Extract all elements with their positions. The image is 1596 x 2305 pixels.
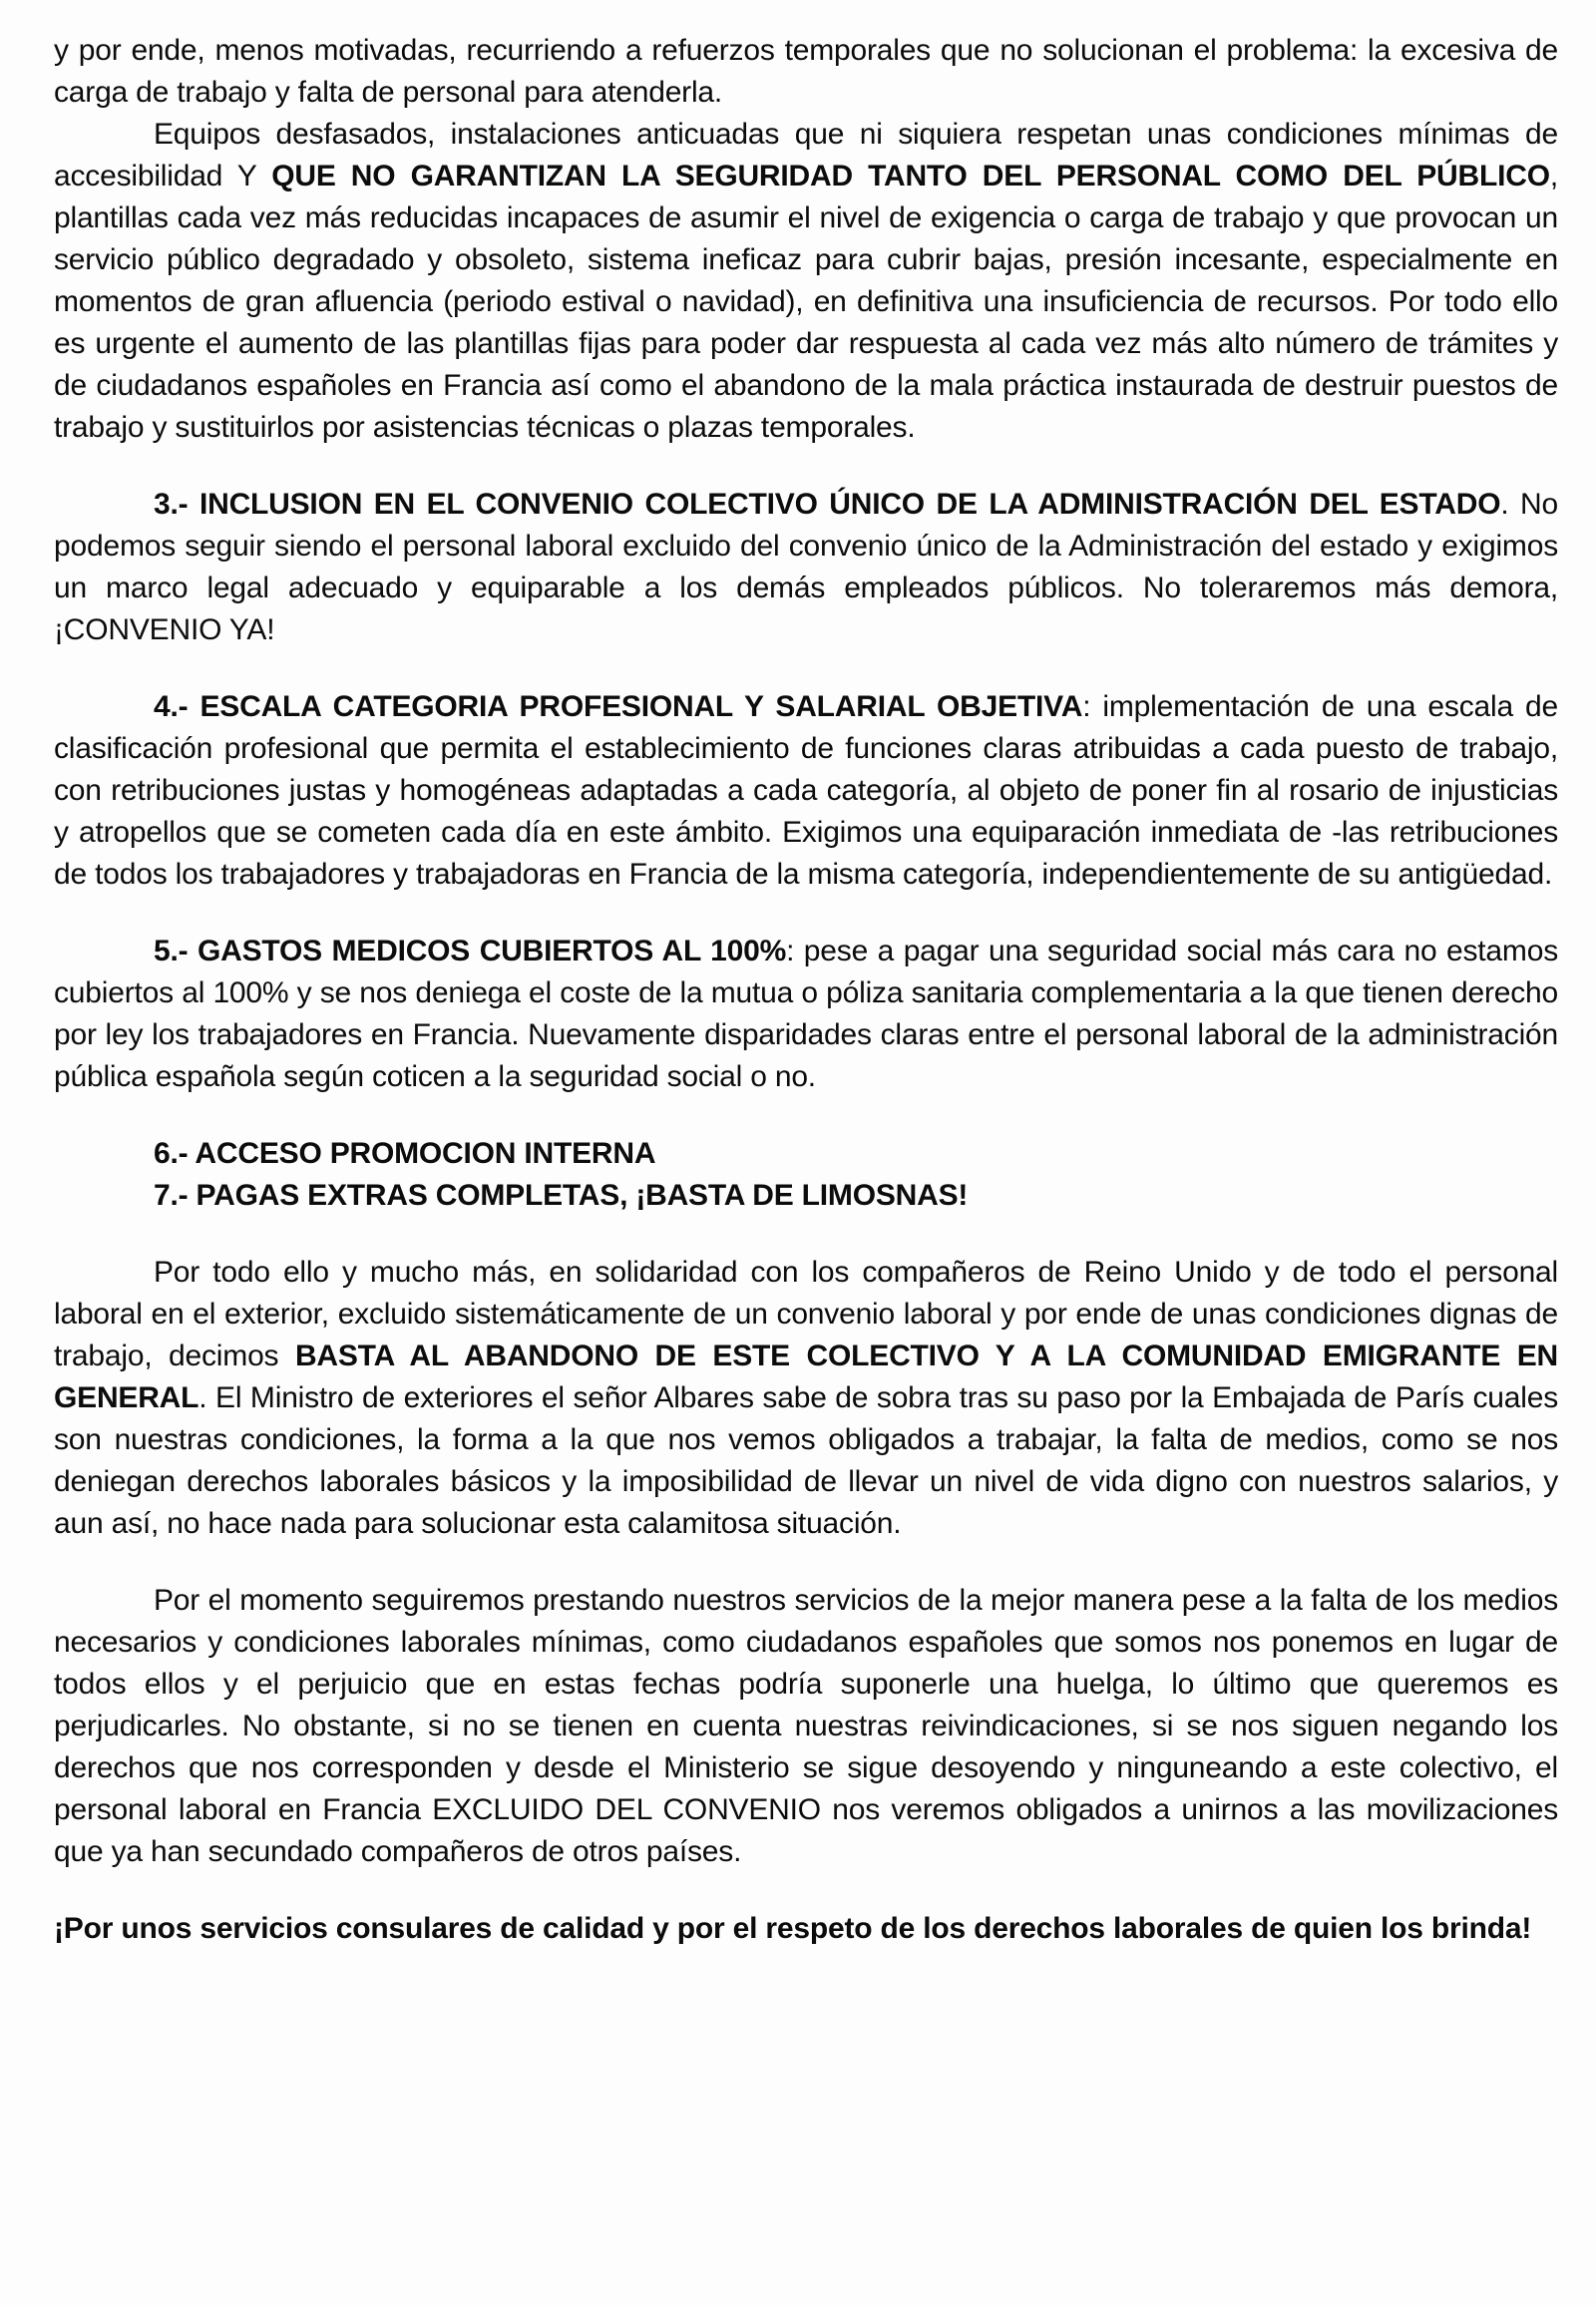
bold-run-closing-slogan: ¡Por unos servicios consulares de calidad y por el respeto de los derechos laborales de quien los brinda! xyxy=(54,1912,1532,1945)
text-run: Por todo ello y mucho más, en solidaridad con los compañeros de Reino Unido y de todo el personal laboral en el exterior, excluido sistemáticamente de un convenio laboral y por ende de unas condiciones dignas de trabajo, decimos xyxy=(54,1256,1558,1372)
bold-run-security-warning: QUE NO GARANTIZAN LA SEGURIDAD TANTO DEL PERSONAL COMO DEL PÚBLICO xyxy=(271,160,1550,192)
text-run: : pese a pagar una seguridad social más cara no estamos cubiertos al 100% y se nos deniega el coste de la mutua o póliza sanitaria complementaria a la que tienen derecho por ley los trabajadores en Francia. Nuevamente disparidades claras entre el personal laboral de la administración pública española según coticen a la seguridad social o no. xyxy=(54,935,1558,1093)
para-closing-slogan xyxy=(54,1908,1558,1950)
text-run: . No podemos seguir siendo el personal laboral excluido del convenio único de la Administración del estado y exigimos un marco legal adecuado y equiparable a los demás empleados públicos. No toleraremos más demora, ¡CONVENIO YA! xyxy=(54,488,1558,646)
text-run: Por el momento seguiremos prestando nuestros servicios de la mejor manera pese a la falta de los medios necesarios y condiciones laborales mínimas, como ciudadanos españoles que somos nos ponemos en lugar de todos ellos y el perjuicio que en estas fechas podría suponerle una huelga, lo último que queremos es perjudicarles. No obstante, si no se tienen en cuenta nuestras reivindicaciones, si se nos siguen negando los derechos que nos corresponden y desde el Ministerio se sigue desoyendo y ninguneando a este colectivo, el personal laboral en Francia EXCLUIDO DEL CONVENIO nos veremos obligados a unirnos a las movilizaciones que ya han secundado compañeros de otros países. xyxy=(54,1584,1558,1868)
para-demand-3-convenio xyxy=(54,484,1558,651)
text-run: . El Ministro de exteriores el señor Albares sabe de sobra tras su paso por la Embajada de París cuales son nuestras condiciones, la forma a la que nos vemos obligados a trabajar, la falta de medios, como se nos deniegan derechos laborales básicos y la imposibilidad de llevar un nivel de vida digno con nuestros salarios, y aun así, no hace nada para solucionar esta calamitosa situación. xyxy=(54,1381,1558,1540)
text-run: : implementación de una escala de clasificación profesional que permita el establecimiento de funciones claras atribuidas a cada puesto de trabajo, con retribuciones justas y homogéneas adaptadas a cada categoría, al objeto de poner fin al rosario de injusticias y atropellos que se cometen cada día en este ámbito. Exigimos una equiparación inmediata de -las retribuciones de todos los trabajadores y trabajadoras en Francia de la misma categoría, independientemente de su antigüedad. xyxy=(54,690,1558,891)
bold-run-demand-3-heading: 3.- INCLUSION EN EL CONVENIO COLECTIVO ÚNICO DE LA ADMINISTRACIÓN DEL ESTADO xyxy=(154,488,1501,521)
para-intro-continuation xyxy=(54,30,1558,114)
para-solidarity-statement xyxy=(54,1252,1558,1545)
bold-run-demand-6-heading: 6.- ACCESO PROMOCION INTERNA xyxy=(154,1137,656,1170)
text-run: , plantillas cada vez más reducidas incapaces de asumir el nivel de exigencia o carga de trabajo y que provocan un servicio público degradado y obsoleto, sistema ineficaz para cubrir bajas, presión incesante, especialmente en momentos de gran afluencia (periodo estival o navidad), en definitiva una insuficiencia de recursos. Por todo ello es urgente el aumento de las plantillas fijas para poder dar respuesta al cada vez más alto número de trámites y de ciudadanos españoles en Francia así como el abandono de la mala práctica instaurada de destruir puestos de trabajo y sustituirlos por asistencias técnicas o plazas temporales. xyxy=(54,160,1558,444)
bold-run-demand-7-heading: 7.- PAGAS EXTRAS COMPLETAS, ¡BASTA DE LIMOSNAS! xyxy=(154,1179,969,1212)
para-demand-5-gastos-medicos xyxy=(54,931,1558,1098)
para-demand-6-promocion xyxy=(54,1133,1558,1175)
text-run: Equipos desfasados, instalaciones anticuadas que ni siquiera respetan unas condiciones mínimas de accesibilidad Y xyxy=(54,118,1558,192)
para-demand-4-escala xyxy=(54,686,1558,896)
bold-run-demand-4-heading: 4.- ESCALA CATEGORIA PROFESIONAL Y SALARIAL OBJETIVA xyxy=(154,690,1083,723)
bold-run-demand-5-heading: 5.- GASTOS MEDICOS CUBIERTOS AL 100% xyxy=(154,935,787,967)
para-resources-complaint xyxy=(54,114,1558,449)
text-run: y por ende, menos motivadas, recurriendo a refuerzos temporales que no solucionan el problema: la excesiva de carga de trabajo y falta de personal para atenderla. xyxy=(54,34,1558,109)
para-demand-7-pagas-extras xyxy=(54,1175,1558,1217)
bold-run-basta-abandono: BASTA AL ABANDONO DE ESTE COLECTIVO Y A LA COMUNIDAD EMIGRANTE EN GENERAL xyxy=(54,1340,1558,1414)
para-mobilization-warning xyxy=(54,1580,1558,1873)
